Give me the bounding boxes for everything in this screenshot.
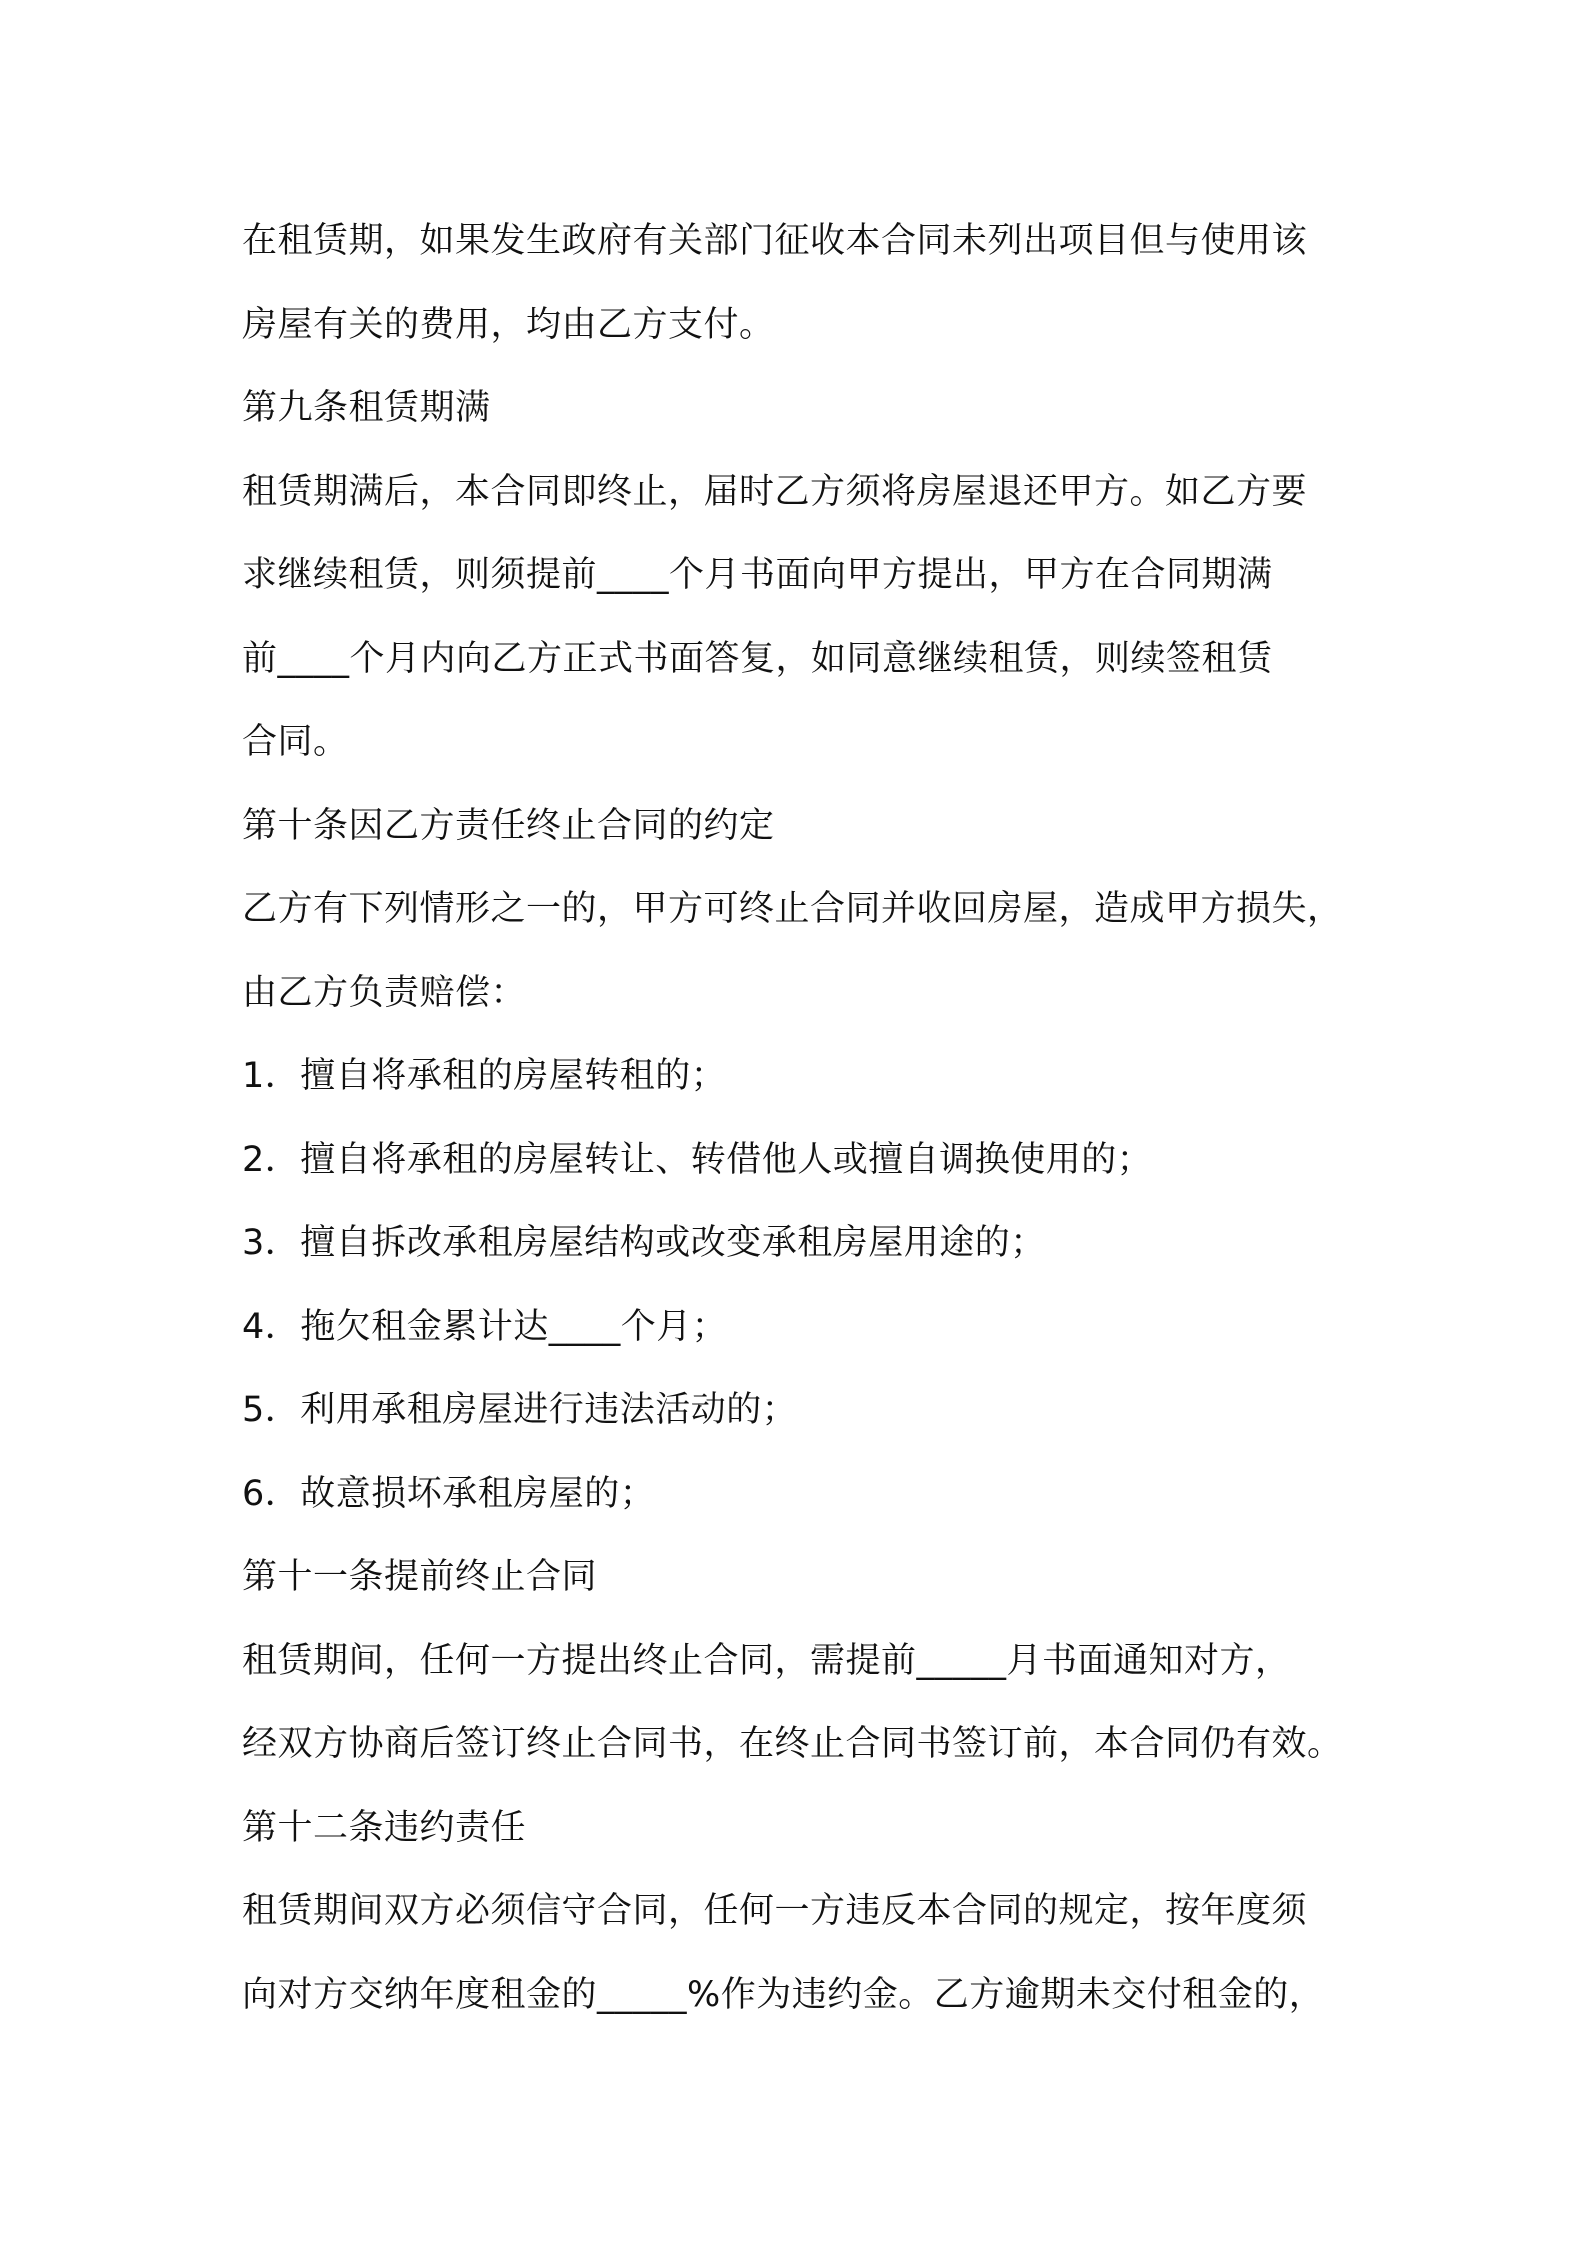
paragraph-line: 合同。	[242, 722, 349, 762]
paragraph-line: 乙方有下列情形之一的，甲方可终止合同并收回房屋，造成甲方损失，	[242, 889, 1343, 929]
paragraph-line: 租赁期间双方必须信守合同，任何一方违反本合同的规定，按年度须	[242, 1891, 1308, 1931]
paragraph-line: 前____个月内向乙方正式书面答复，如同意继续租赁，则续签租赁	[242, 638, 1273, 679]
paragraph-line: 房屋有关的费用，均由乙方支付。	[242, 304, 775, 345]
section-heading-11: 第十一条提前终止合同	[242, 1557, 598, 1597]
list-item: 3．擅自拆改承租房屋结构或改变承租房屋用途的；	[242, 1223, 1046, 1263]
list-item: 1．擅自将承租的房屋转租的；	[242, 1056, 727, 1096]
paragraph-line: 由乙方负责赔偿：	[242, 972, 527, 1013]
paragraph-line: 经双方协商后签订终止合同书，在终止合同书签订前，本合同仍有效。	[242, 1724, 1343, 1764]
paragraph-line: 求继续租赁，则须提前____个月书面向甲方提出，甲方在合同期满	[242, 555, 1273, 595]
paragraph-line: 在租赁期，如果发生政府有关部门征收本合同未列出项目但与使用该	[242, 221, 1308, 261]
list-item: 4．拖欠租金累计达____个月；	[242, 1306, 728, 1347]
section-heading-9: 第九条租赁期满	[242, 388, 491, 428]
document-body	[242, 200, 1362, 2037]
paragraph-line: 租赁期满后，本合同即终止，届时乙方须将房屋退还甲方。如乙方要	[242, 471, 1308, 512]
section-heading-12: 第十二条违约责任	[242, 1807, 527, 1848]
paragraph-line: 租赁期间，任何一方提出终止合同，需提前_____月书面通知对方，	[242, 1640, 1291, 1681]
section-heading-10: 第十条因乙方责任终止合同的约定	[242, 805, 775, 846]
list-item: 6．故意损坏承租房屋的；	[242, 1473, 656, 1514]
paragraph-line: 向对方交纳年度租金的_____%作为违约金。乙方逾期未交付租金的，	[242, 1974, 1325, 2015]
list-item: 2．擅自将承租的房屋转让、转借他人或擅自调换使用的；	[242, 1139, 1153, 1180]
list-item: 5．利用承租房屋进行违法活动的；	[242, 1390, 798, 1430]
